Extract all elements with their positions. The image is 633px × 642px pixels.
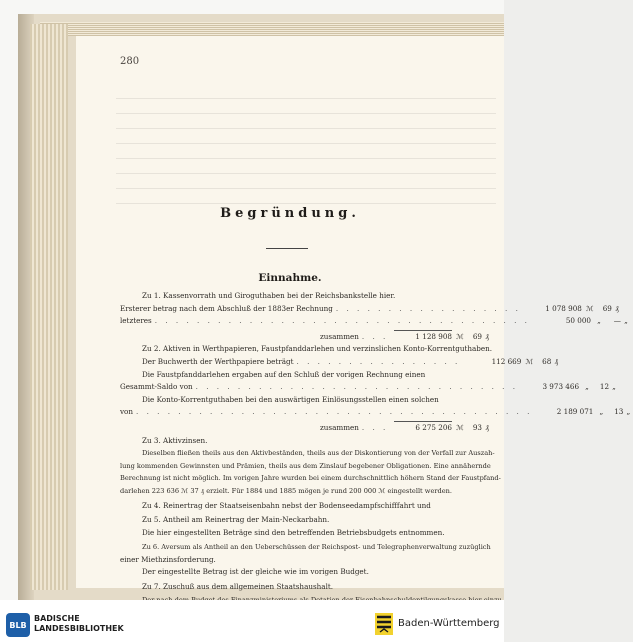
document-body — [120, 290, 631, 619]
row-amount: 3 973 466 — [542, 382, 580, 392]
row-currency: ℳ — [586, 303, 594, 313]
text-line: Die Konto-Korrentguthaben bei den auswärtigen Einlösungsstellen einen solchen — [142, 394, 439, 404]
sum-row — [120, 330, 492, 344]
row-unit: ₰ — [485, 422, 489, 432]
document-page — [76, 36, 631, 592]
row-pfennig: 93 — [472, 422, 482, 432]
row-amount: 2 189 071 — [556, 407, 594, 417]
page-number: 280 — [120, 56, 140, 67]
page-title: Begründung. — [220, 206, 360, 221]
row-currency: ℳ — [456, 331, 464, 341]
blb-logo-icon[interactable]: BLB — [6, 613, 30, 637]
row-label: zusammen — [320, 331, 359, 341]
row-pfennig: — — [613, 316, 621, 326]
leader-dots: . . . — [361, 422, 389, 432]
row-pfennig: 12 — [599, 382, 610, 392]
row-unit: „ — [624, 316, 628, 326]
amount-row — [120, 406, 631, 419]
row-currency: ℳ — [525, 356, 534, 366]
leader-dots: . . . . . . . . . . . . . . . . — [296, 356, 461, 366]
item-heading-4: Zu 4. Reinertrag der Staatseisenbahn nebst der Bodenseedampfschifffahrt und — [142, 500, 431, 510]
row-label: Ersterer betrag nach dem Abschluß der 1883er Rechnung — [120, 303, 333, 313]
text-line: lung kommenden Gewinnsten und Prämien, theils aus dem Zinslauf begebener Obligationen. Eine annähernde — [120, 461, 491, 470]
row-currency: „ — [599, 407, 604, 417]
row-unit: „ — [612, 382, 616, 392]
row-amount: 112 669 — [491, 356, 522, 366]
row-label: von — [120, 407, 134, 417]
leader-dots: . . . — [361, 331, 389, 341]
row-unit: ₰ — [485, 331, 489, 341]
row-unit: „ — [626, 407, 631, 417]
row-label: Der Buchwerth der Werthpapiere beträgt — [142, 356, 294, 366]
row-amount: 1 128 908 — [394, 330, 452, 344]
amount-row — [120, 315, 628, 328]
item-heading-1: Zu 1. Kassenvorrath und Giroguthaben bei der Reichsbankstelle hier. — [142, 291, 396, 300]
baden-wuerttemberg-crest-icon[interactable] — [374, 612, 394, 636]
page-edges-left — [30, 24, 68, 590]
bleed-through-table — [116, 84, 496, 204]
row-pfennig: 13 — [614, 407, 624, 417]
row-pfennig: 69 — [602, 303, 612, 313]
text-line: Der eingestellte Betrag ist der gleiche wie im vorigen Budget. — [142, 567, 369, 577]
leader-dots: . . . . . . . . . . . . . . . . . . . . . . . . . . . . . . . . . . . . — [154, 316, 530, 326]
row-unit: ₰ — [554, 356, 559, 366]
row-label: zusammen — [320, 422, 359, 432]
baden-wuerttemberg-text[interactable]: Baden-Württemberg — [398, 618, 500, 629]
section-heading: Einnahme. — [258, 272, 322, 284]
row-currency: „ — [597, 316, 601, 326]
text-line: einer Miethzinsforderung. — [120, 554, 216, 564]
text-line: Die hier eingestellten Beträge sind den betreffenden Betriebsbudgets entnommen. — [142, 527, 445, 537]
row-currency: ℳ — [456, 422, 464, 432]
blb-line-1: BADISCHE — [34, 614, 80, 623]
sum-row — [120, 421, 492, 435]
amount-row — [120, 381, 616, 394]
divider — [266, 248, 308, 249]
blb-logo-text[interactable] — [34, 614, 124, 634]
item-heading-3: Zu 3. Aktivzinsen. — [142, 435, 208, 445]
page-edges-top — [40, 22, 504, 36]
blb-line-2: LANDESBIBLIOTHEK — [34, 624, 124, 633]
item-heading-7: Zu 7. Zuschuß aus dem allgemeinen Staatshaushalt. — [142, 582, 334, 592]
amount-row — [120, 356, 559, 369]
row-amount: 6 275 206 — [394, 421, 452, 435]
row-amount: 50 000 — [565, 316, 591, 326]
item-heading-5: Zu 5. Antheil am Reinertrag der Main-Neckarbahn. — [142, 515, 330, 525]
text-line: darlehen 223 636 ℳ 37 ₰ erzielt. Für 1884 und 1885 mögen je rund 200 000 ℳ eingestellt werden. — [120, 486, 452, 495]
row-unit: ₰ — [615, 303, 619, 313]
item-heading-2: Zu 2. Aktiven in Werthpapieren, Faustpfanddarlehen und verzinslichen Konto-Korrentguthaben. — [142, 344, 493, 354]
leader-dots: . . . . . . . . . . . . . . . . . . . . . . . . . . . . . . . . . . . . . . — [136, 407, 533, 417]
amount-row — [120, 303, 619, 316]
item-heading-6: Zu 6. Aversum als Antheil an den Ueberschüssen der Reichspost- und Telegraphenverwaltung zuzüglich — [142, 543, 491, 552]
leader-dots: . . . . . . . . . . . . . . . . . . . . . . . . . . . . . . . — [195, 382, 519, 392]
text-line: Die Faustpfanddarlehen ergaben auf den Schluß der vorigen Rechnung einen — [142, 369, 426, 379]
row-label: letzteres — [120, 316, 152, 326]
row-pfennig: 68 — [542, 356, 552, 366]
row-pfennig: 69 — [472, 331, 482, 341]
leader-dots: . . . . . . . . . . . . . . . . . . — [335, 303, 521, 313]
row-label: Gesammt-Saldo von — [120, 382, 193, 392]
text-line: Dieselben fließen theils aus den Aktivbeständen, theils aus der Diskontierung von der Verfall zur Auszah- — [142, 449, 495, 458]
row-currency: „ — [585, 382, 589, 392]
text-line: Berechnung ist nicht möglich. Im vorigen Jahre wurden bei einem durchschnittlich höhern Stand der Faustpfand- — [120, 474, 501, 483]
row-amount: 1 078 908 — [545, 303, 582, 313]
